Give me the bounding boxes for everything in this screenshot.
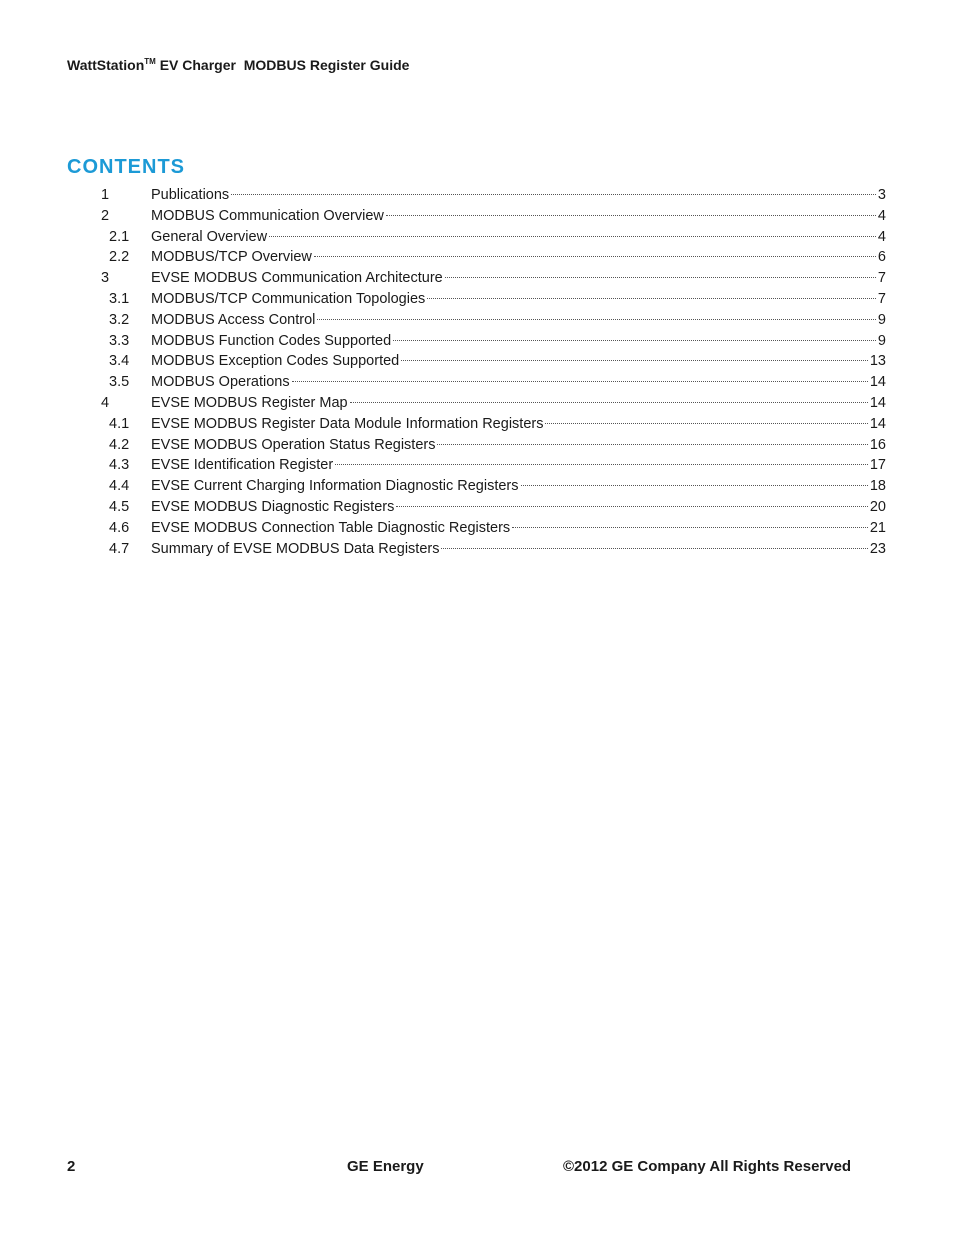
toc-entry-page[interactable]: 9 [877, 332, 886, 349]
toc-entry[interactable] [97, 289, 886, 310]
toc-entry-number: 4.5 [109, 498, 130, 515]
toc-entry-label[interactable]: EVSE Current Charging Information Diagnostic Registers [151, 478, 519, 495]
toc-entry-label[interactable]: MODBUS Access Control [151, 311, 316, 328]
toc-entry-number: 3.5 [109, 374, 130, 391]
toc-entry[interactable] [97, 331, 886, 352]
toc-entry-page[interactable]: 23 [869, 540, 886, 557]
toc-entry[interactable] [97, 310, 886, 331]
toc-entry-label[interactable]: EVSE MODBUS Diagnostic Registers [151, 498, 395, 515]
toc-entry[interactable] [97, 455, 886, 476]
toc-dot-leader [427, 298, 876, 299]
toc-entry[interactable] [97, 476, 886, 497]
header-trademark: TM [144, 57, 156, 66]
toc-entry-page[interactable]: 6 [877, 249, 886, 266]
toc-entry-number: 4.2 [109, 436, 130, 453]
running-header [67, 57, 409, 73]
toc-entry-page[interactable]: 4 [877, 228, 886, 245]
toc-entry-label[interactable]: General Overview [151, 228, 268, 245]
toc-dot-leader [437, 444, 867, 445]
toc-dot-leader [269, 236, 876, 237]
toc-entry-label[interactable]: EVSE Identification Register [151, 457, 334, 474]
toc-entry[interactable] [97, 247, 886, 268]
toc-dot-leader [292, 381, 868, 382]
toc-entry-page[interactable]: 4 [877, 207, 886, 224]
toc-entry-number: 4 [101, 394, 110, 411]
toc-dot-leader [545, 423, 867, 424]
toc-dot-leader [396, 506, 868, 507]
toc-entry-page[interactable]: 13 [869, 353, 886, 370]
toc-entry-page[interactable]: 14 [869, 394, 886, 411]
toc-entry[interactable] [97, 185, 886, 206]
toc-heading: CONTENTS [67, 156, 185, 178]
toc-entry[interactable] [97, 393, 886, 414]
toc-entry-label[interactable]: EVSE MODBUS Register Map [151, 394, 348, 411]
toc-dot-leader [445, 277, 876, 278]
toc-entry-number: 4.4 [109, 478, 130, 495]
toc-dot-leader [314, 256, 876, 257]
toc-entry[interactable] [97, 497, 886, 518]
toc-dot-leader [512, 527, 868, 528]
toc-entry-number: 2 [101, 207, 110, 224]
toc-entry[interactable] [97, 268, 886, 289]
toc-entry-label[interactable]: MODBUS/TCP Communication Topologies [151, 290, 426, 307]
toc-entry-label[interactable]: MODBUS Exception Codes Supported [151, 353, 400, 370]
toc-dot-leader [521, 485, 868, 486]
toc-entry[interactable] [97, 414, 886, 435]
toc-entry-label[interactable]: MODBUS/TCP Overview [151, 249, 312, 266]
toc-entry-label[interactable]: Summary of EVSE MODBUS Data Registers [151, 540, 440, 557]
toc-entry-label[interactable]: EVSE MODBUS Communication Architecture [151, 270, 443, 287]
toc-dot-leader [393, 340, 876, 341]
header-doc-name: WattStation [67, 57, 145, 73]
toc-entry-number: 4.1 [109, 415, 130, 432]
toc-entry-page[interactable]: 14 [869, 415, 886, 432]
toc-entry-page[interactable]: 21 [869, 519, 886, 536]
toc-entry-page[interactable]: 7 [877, 290, 886, 307]
toc-entry-number: 1 [101, 187, 110, 203]
toc-dot-leader [401, 360, 868, 361]
toc-entry-label[interactable]: EVSE MODBUS Connection Table Diagnostic Registers [151, 519, 511, 536]
toc-entry[interactable] [97, 206, 886, 227]
toc-entry-number: 3.4 [109, 353, 130, 370]
toc-entry[interactable] [97, 351, 886, 372]
toc-entry-number: 4.7 [109, 540, 130, 557]
toc-entry-number: 2.2 [109, 249, 130, 266]
toc-entry-page[interactable]: 9 [877, 311, 886, 328]
toc-entry-number: 4.6 [109, 519, 130, 536]
toc-dot-leader [317, 319, 876, 320]
toc-entry[interactable] [97, 518, 886, 539]
toc-entry-page[interactable]: 14 [869, 374, 886, 391]
toc-dot-leader [386, 215, 876, 216]
footer-copyright: ©2012 GE Company All Rights Reserved [563, 1158, 852, 1175]
toc-entry-page[interactable]: 17 [869, 457, 886, 474]
toc-entry-number: 3.1 [109, 290, 130, 307]
toc-entry-page[interactable]: 18 [869, 478, 886, 495]
toc-entry[interactable] [97, 539, 886, 560]
toc-entry-label[interactable]: MODBUS Operations [151, 374, 290, 391]
toc-entry-label[interactable]: MODBUS Communication Overview [151, 207, 384, 224]
header-doc-subtitle: EV Charger MODBUS Register Guide [155, 57, 410, 73]
table-of-contents [97, 185, 886, 559]
toc-dot-leader [335, 464, 868, 465]
toc-dot-leader [231, 194, 876, 195]
toc-entry-label[interactable]: MODBUS Function Codes Supported [151, 332, 392, 349]
toc-entry-page[interactable]: 3 [877, 187, 886, 203]
toc-entry[interactable] [97, 435, 886, 456]
toc-entry-page[interactable]: 7 [877, 270, 886, 287]
toc-entry-number: 3.3 [109, 332, 130, 349]
toc-entry-number: 3 [101, 270, 110, 287]
footer-page-number: 2 [67, 1158, 76, 1175]
toc-entry[interactable] [97, 227, 886, 248]
toc-entry-number: 3.2 [109, 311, 130, 328]
toc-dot-leader [350, 402, 868, 403]
toc-entry-number: 4.3 [109, 457, 130, 474]
toc-entry-page[interactable]: 16 [869, 436, 886, 453]
toc-entry-label[interactable]: Publications [151, 187, 230, 203]
footer-company: GE Energy [347, 1158, 424, 1175]
toc-entry-label[interactable]: EVSE MODBUS Operation Status Registers [151, 436, 436, 453]
toc-entry-page[interactable]: 20 [869, 498, 886, 515]
toc-dot-leader [441, 548, 867, 549]
toc-entry-number: 2.1 [109, 228, 130, 245]
toc-entry-label[interactable]: EVSE MODBUS Register Data Module Information Registers [151, 415, 544, 432]
toc-entry[interactable] [97, 372, 886, 393]
